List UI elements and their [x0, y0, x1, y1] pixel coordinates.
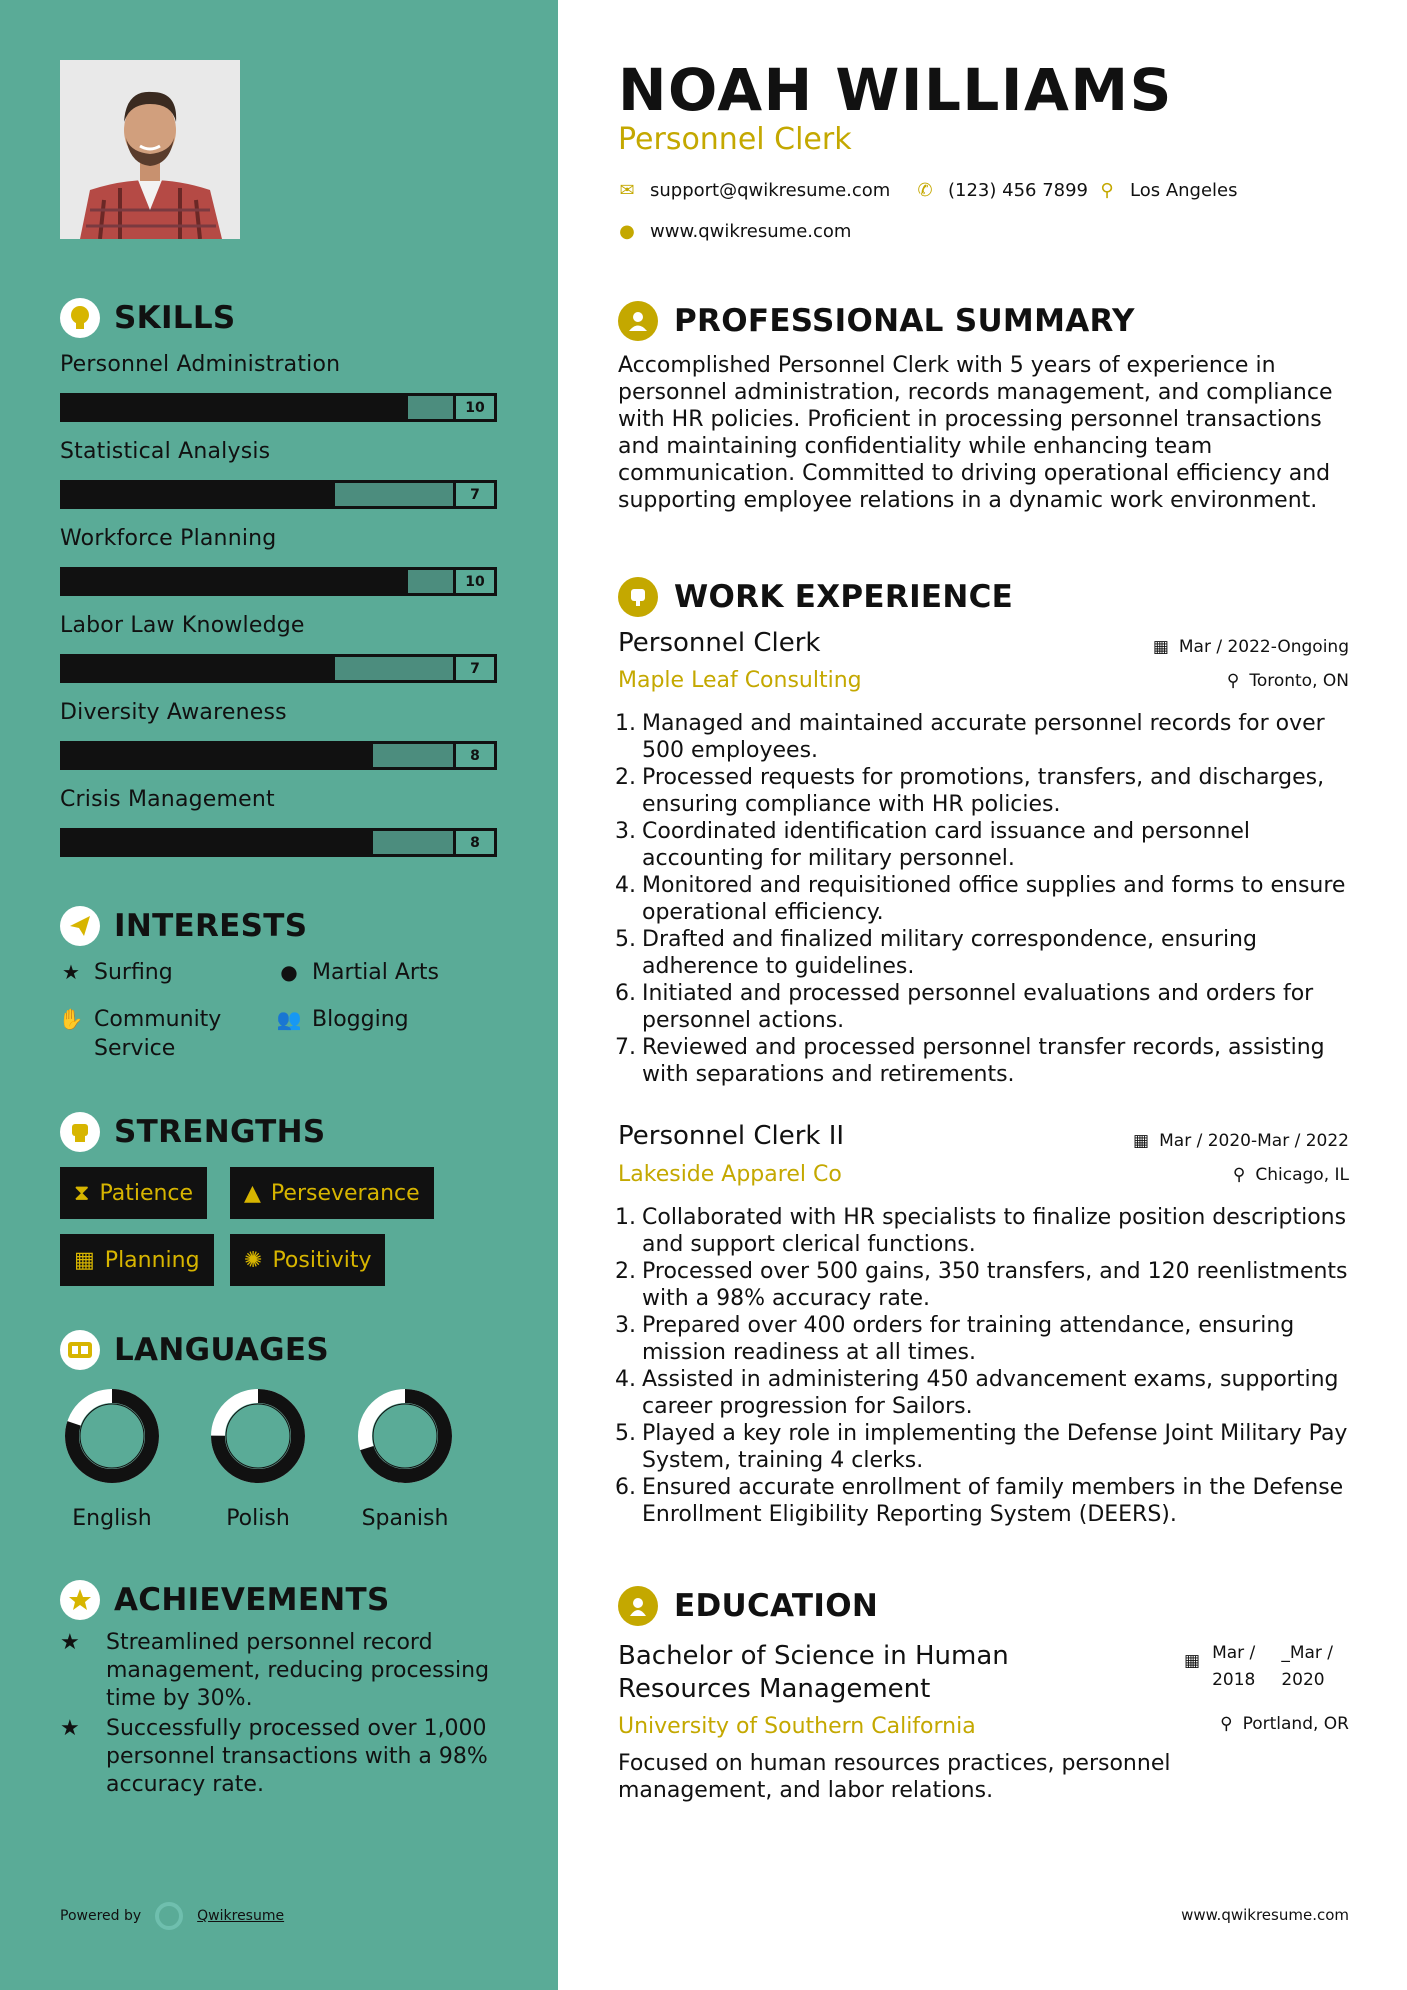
- skill-name: Crisis Management: [60, 787, 275, 812]
- bullet-number: 1.: [615, 711, 636, 736]
- interests-header: [60, 906, 307, 946]
- powered-by: [60, 1902, 284, 1930]
- users-icon: 👥: [276, 1007, 302, 1031]
- job-location-text: Toronto, ON: [1249, 671, 1349, 691]
- pin-icon: ⚲: [1220, 1714, 1233, 1734]
- interest-item: [60, 958, 173, 987]
- candidate-name: NOAH WILLIAMS: [618, 56, 1173, 124]
- language-donut: [62, 1386, 162, 1486]
- job-dates: [1133, 1131, 1349, 1151]
- achievement-item: [60, 1715, 500, 1799]
- sidebar: [0, 0, 558, 1990]
- languages-title: LANGUAGES: [114, 1332, 329, 1368]
- skill-name: Labor Law Knowledge: [60, 613, 305, 638]
- education-school: University of Southern California: [618, 1714, 976, 1739]
- job-bullet: [608, 1258, 1358, 1312]
- bullet-number: 2.: [615, 765, 636, 790]
- skill-name: Workforce Planning: [60, 526, 277, 551]
- skill-item: [60, 439, 500, 509]
- summary-title: PROFESSIONAL SUMMARY: [674, 303, 1135, 339]
- pin-icon: ⚲: [1232, 1165, 1246, 1185]
- job-location-text: Chicago, IL: [1255, 1165, 1349, 1185]
- skill-level: 10: [453, 393, 497, 422]
- job-bullet: [608, 980, 1358, 1034]
- strength-label: Perseverance: [270, 1180, 420, 1206]
- location-contact: [1098, 180, 1238, 201]
- skill-level: 8: [453, 828, 497, 857]
- bullet-number: 5.: [615, 1421, 636, 1446]
- skills-header: [60, 298, 236, 338]
- hourglass-icon: ⧗: [74, 1180, 90, 1206]
- job-bullet: [608, 872, 1358, 926]
- interest-label: Surfing: [94, 960, 173, 985]
- phone-icon: ✆: [917, 180, 933, 201]
- footer-url[interactable]: www.qwikresume.com: [1181, 1906, 1349, 1924]
- bullet-text: Managed and maintained accurate personnel records for over 500 employees.: [642, 711, 1325, 763]
- education-description: Focused on human resources practices, personnel management, and labor relations.: [618, 1751, 1171, 1803]
- phone-contact[interactable]: [916, 180, 1088, 201]
- sun-icon: ✺: [244, 1247, 263, 1273]
- job-bullet: [608, 1474, 1358, 1528]
- job-bullet: [608, 710, 1358, 764]
- skill-item: [60, 352, 500, 422]
- skill-item: [60, 700, 500, 770]
- location-text: Los Angeles: [1130, 180, 1238, 201]
- globe-icon: ●: [280, 960, 298, 984]
- skill-name: Statistical Analysis: [60, 439, 271, 464]
- languages-header: [60, 1330, 329, 1370]
- briefcase-icon: [618, 577, 658, 617]
- bullet-number: 7.: [615, 1035, 636, 1060]
- star-icon: ★: [62, 960, 80, 984]
- job-location: [1233, 1165, 1349, 1185]
- shooting-star-icon: ★: [60, 1716, 80, 1741]
- interest-item: [60, 1005, 240, 1063]
- skill-bar: [60, 654, 497, 683]
- bullet-number: 1.: [615, 1205, 636, 1230]
- education-start-month: Mar /: [1212, 1643, 1256, 1663]
- strengths-title: STRENGTHS: [114, 1114, 326, 1150]
- bullet-number: 6.: [615, 981, 636, 1006]
- skill-bar: [60, 741, 497, 770]
- bullet-number: 4.: [615, 1367, 636, 1392]
- skill-item: [60, 787, 500, 857]
- language-item: [198, 1386, 318, 1531]
- experience-header: [618, 577, 1013, 617]
- lightbulb-icon: [60, 298, 100, 338]
- bullet-text: Reviewed and processed personnel transfer records, assisting with separations and retirements.: [642, 1035, 1325, 1087]
- achievement-text: Streamlined personnel record management, reducing processing time by 30%.: [106, 1630, 490, 1711]
- shooting-star-icon: ★: [60, 1630, 80, 1655]
- language-donut: [208, 1386, 308, 1486]
- education-location-text: Portland, OR: [1242, 1714, 1349, 1734]
- strength-chip: [60, 1167, 207, 1219]
- strength-label: Patience: [99, 1180, 194, 1206]
- achievements-header: [60, 1580, 390, 1620]
- bullet-text: Prepared over 400 orders for training attendance, ensuring mission readiness at all times.: [642, 1313, 1295, 1365]
- website-text: www.qwikresume.com: [650, 221, 852, 242]
- bullet-text: Processed over 500 gains, 350 transfers, and 120 reenlistments with a 98% accuracy rate.: [642, 1259, 1348, 1311]
- calendar-icon: ▦: [1184, 1651, 1201, 1671]
- achievement-text: Successfully processed over 1,000 personnel transactions with a 98% accuracy rate.: [106, 1716, 488, 1797]
- skill-item: [60, 613, 500, 683]
- skill-bar: [60, 828, 497, 857]
- bullet-text: Monitored and requisitioned office supplies and forms to ensure operational efficiency.: [642, 873, 1346, 925]
- interests-title: INTERESTS: [114, 908, 308, 944]
- interest-label: Martial Arts: [312, 960, 440, 985]
- phone-text: (123) 456 7899: [948, 180, 1089, 201]
- globe-icon: ●: [619, 221, 635, 242]
- skill-item: [60, 526, 500, 596]
- bullet-number: 4.: [615, 873, 636, 898]
- star-badge-icon: [60, 1580, 100, 1620]
- fist-icon: [60, 1112, 100, 1152]
- job-bullet: [608, 926, 1358, 980]
- bullet-number: 5.: [615, 927, 636, 952]
- job-location: [1227, 671, 1349, 691]
- bullet-number: 6.: [615, 1475, 636, 1500]
- qwikresume-logo-icon: [155, 1902, 183, 1930]
- skill-bar: [60, 567, 497, 596]
- language-icon: [60, 1330, 100, 1370]
- language-item: [52, 1386, 172, 1531]
- job-bullet: [608, 1420, 1358, 1474]
- map-pin-icon: ⚲: [1100, 180, 1114, 201]
- skill-name: Personnel Administration: [60, 352, 341, 377]
- language-name: English: [72, 1506, 152, 1531]
- skill-level: 7: [453, 654, 497, 683]
- bullet-number: 2.: [615, 1259, 636, 1284]
- language-name: Spanish: [361, 1506, 449, 1531]
- strength-chip: [230, 1167, 434, 1219]
- education-dates: [1184, 1640, 1333, 1694]
- candidate-role: Personnel Clerk: [618, 122, 852, 157]
- job-bullet: [608, 764, 1358, 818]
- education-title: EDUCATION: [674, 1588, 879, 1624]
- profile-photo: [60, 60, 240, 239]
- skill-level: 7: [453, 480, 497, 509]
- job-dates: [1153, 637, 1349, 657]
- education-location: [1220, 1714, 1349, 1734]
- job-dates-text: Mar / 2020-Mar / 2022: [1159, 1131, 1349, 1151]
- interest-item: [278, 1005, 409, 1034]
- skills-title: SKILLS: [114, 300, 236, 336]
- bullet-text: Played a key role in implementing the Defense Joint Military Pay System, training 4 clerks.: [642, 1421, 1348, 1473]
- paper-plane-icon: [60, 906, 100, 946]
- calendar-icon: ▦: [1152, 637, 1169, 657]
- job-company: Maple Leaf Consulting: [618, 668, 862, 693]
- strength-chip: [230, 1234, 385, 1286]
- powered-by-label: Powered by: [60, 1908, 142, 1924]
- qwikresume-link[interactable]: Qwikresume: [197, 1908, 285, 1924]
- calendar-icon: ▦: [1133, 1131, 1150, 1151]
- bullet-text: Coordinated identification card issuance and personnel accounting for military personnel.: [642, 819, 1251, 871]
- job-title: Personnel Clerk: [618, 628, 821, 658]
- summary-header: [618, 301, 1135, 341]
- bullet-text: Initiated and processed personnel evaluations and orders for personnel actions.: [642, 981, 1314, 1033]
- education-start-year: 2018: [1212, 1670, 1256, 1690]
- skill-level: 10: [453, 567, 497, 596]
- job-bullet: [608, 1366, 1358, 1420]
- road-icon: ▲: [244, 1180, 261, 1206]
- user-icon: [618, 301, 658, 341]
- skill-name: Diversity Awareness: [60, 700, 287, 725]
- skill-bar: [60, 480, 497, 509]
- envelope-icon: ✉: [619, 180, 635, 201]
- email-contact[interactable]: [618, 180, 890, 201]
- interest-label: Blogging: [312, 1007, 409, 1032]
- website-contact[interactable]: [618, 221, 851, 242]
- education-end-month: _Mar /: [1281, 1643, 1334, 1663]
- experience-title: WORK EXPERIENCE: [674, 579, 1014, 615]
- bullet-number: 3.: [615, 1313, 636, 1338]
- interest-label: Community Service: [94, 1007, 222, 1061]
- graduation-icon: [618, 1586, 658, 1626]
- calendar-icon: ▦: [74, 1247, 95, 1273]
- job-bullets: [608, 1204, 1358, 1528]
- interest-item: [278, 958, 439, 987]
- job-bullet: [608, 1312, 1358, 1366]
- person-photo-image: [60, 60, 240, 239]
- strength-label: Positivity: [272, 1247, 372, 1273]
- job-bullet: [608, 1204, 1358, 1258]
- education-degree: Bachelor of Science in Human Resources Management: [618, 1641, 1009, 1704]
- language-item: [345, 1386, 465, 1531]
- job-bullet: [608, 1034, 1358, 1088]
- job-bullets: [608, 710, 1358, 1088]
- strength-label: Planning: [104, 1247, 200, 1273]
- education-header: [618, 1586, 878, 1626]
- bullet-number: 3.: [615, 819, 636, 844]
- email-text: support@qwikresume.com: [650, 180, 891, 201]
- job-bullet: [608, 818, 1358, 872]
- achievements-title: ACHIEVEMENTS: [114, 1582, 390, 1618]
- skill-bar: [60, 393, 497, 422]
- hand-icon: ✋: [58, 1007, 84, 1031]
- education-end-year: 2020: [1281, 1670, 1325, 1690]
- job-dates-text: Mar / 2022-Ongoing: [1178, 637, 1349, 657]
- job-company: Lakeside Apparel Co: [618, 1162, 842, 1187]
- skill-level: 8: [453, 741, 497, 770]
- bullet-text: Drafted and finalized military correspondence, ensuring adherence to guidelines.: [642, 927, 1257, 979]
- bullet-text: Collaborated with HR specialists to finalize position descriptions and support clerical functions.: [642, 1205, 1347, 1257]
- achievement-item: [60, 1629, 500, 1713]
- pin-icon: ⚲: [1226, 671, 1240, 691]
- strengths-header: [60, 1112, 325, 1152]
- strength-chip: [60, 1234, 214, 1286]
- job-title: Personnel Clerk II: [618, 1121, 845, 1151]
- summary-text: Accomplished Personnel Clerk with 5 years of experience in personnel administration, records management, and compliance with HR policies. Proficient in processing personnel transactions and maintaining confidentiality while enhancing team communication. Committed to driving operational efficiency and supporting employee relations in a dynamic work environment.: [618, 353, 1333, 513]
- language-donut: [355, 1386, 455, 1486]
- bullet-text: Assisted in administering 450 advancement exams, supporting career progression for Sailors.: [642, 1367, 1339, 1419]
- bullet-text: Ensured accurate enrollment of family members in the Defense Enrollment Eligibility Reporting System (DEERS).: [642, 1475, 1344, 1527]
- language-name: Polish: [226, 1506, 290, 1531]
- bullet-text: Processed requests for promotions, transfers, and discharges, ensuring compliance with HR policies.: [642, 765, 1325, 817]
